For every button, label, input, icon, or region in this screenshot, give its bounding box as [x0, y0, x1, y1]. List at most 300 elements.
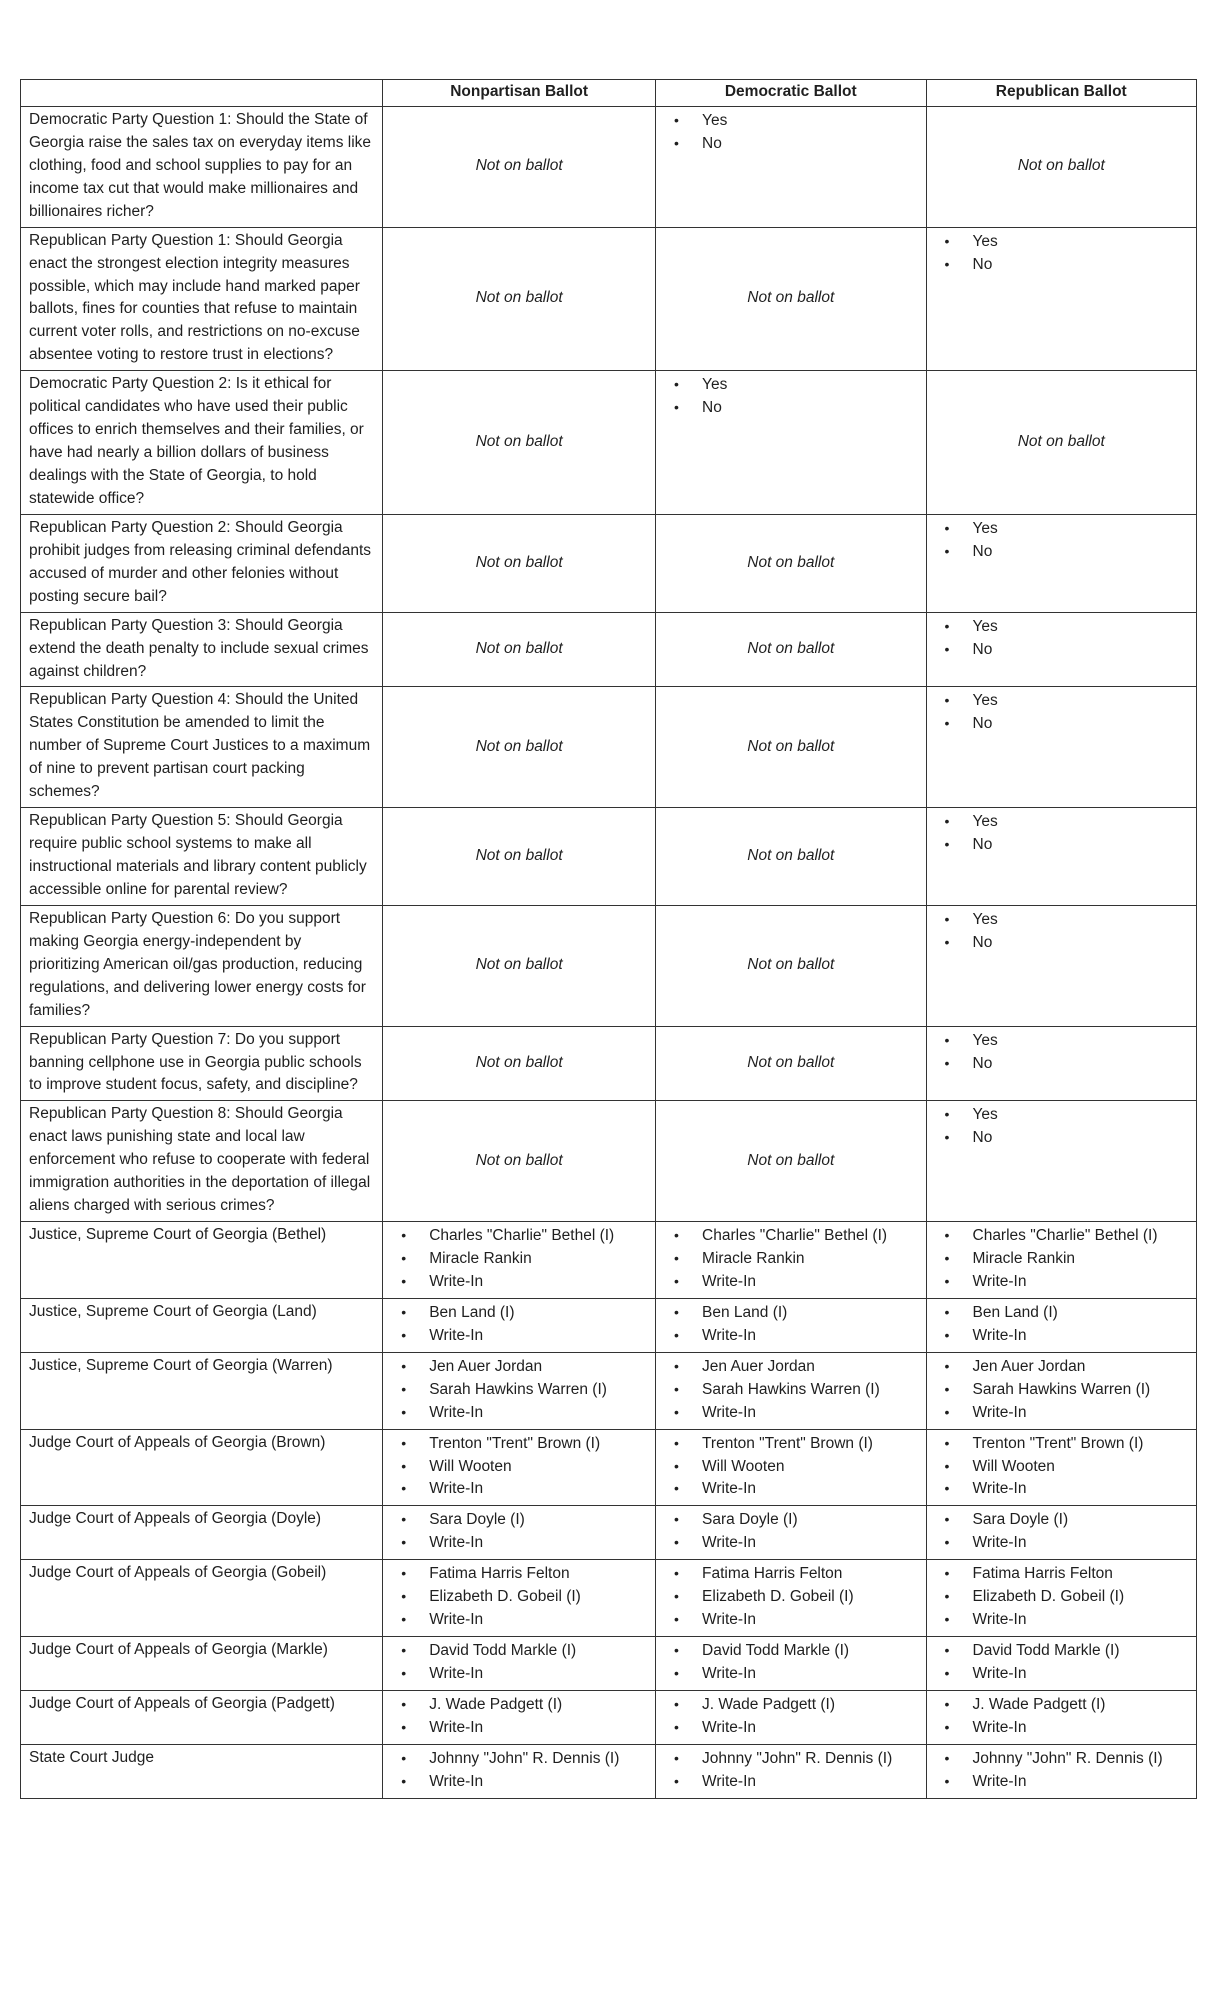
bullet-icon: • [401, 1380, 407, 1397]
option-item [389, 1456, 651, 1479]
not-on-ballot-cell-democratic: Not on ballot [656, 514, 926, 612]
option-item [662, 110, 921, 133]
option-item [933, 1748, 1193, 1771]
column-header-democratic: Democratic Ballot [656, 80, 926, 107]
table-row [21, 808, 1197, 906]
bullet-icon: • [944, 1434, 950, 1451]
option-label: Write-In [702, 1272, 757, 1290]
not-on-ballot-cell-democratic: Not on ballot [656, 227, 926, 371]
option-item [933, 1640, 1193, 1663]
option-label: Write-In [429, 1611, 484, 1629]
bullet-icon: • [944, 640, 950, 657]
options-cell-republican [926, 1298, 1197, 1352]
options-cell-nonpartisan [383, 1560, 656, 1637]
bullet-icon: • [401, 1403, 407, 1420]
bullet-icon: • [944, 1749, 950, 1766]
bullet-icon: • [674, 1718, 679, 1735]
option-label: Yes [972, 813, 998, 831]
options-cell-nonpartisan [383, 1506, 656, 1560]
race-label: Republican Party Question 3: Should Georgia extend the death penalty to include sexual crimes against children? [21, 612, 383, 687]
race-label: Republican Party Question 2: Should Georgia prohibit judges from releasing criminal defendants accused of murder and other felonies without posting secure bail? [21, 514, 383, 612]
bullet-icon: • [401, 1611, 407, 1628]
option-label: Yes [972, 232, 998, 250]
race-label: Republican Party Question 8: Should Georgia enact laws punishing state and local law enforcement who refuse to cooperate with federal immigration authorities in the deportation of illegal aliens charged with serious crimes? [21, 1101, 383, 1222]
table-body [21, 106, 1197, 1798]
option-item [389, 1433, 651, 1456]
option-item [933, 1694, 1193, 1717]
options-cell-republican [926, 227, 1197, 371]
option-item [389, 1586, 651, 1609]
option-label: Ben Land (I) [972, 1303, 1058, 1321]
bullet-icon: • [944, 813, 950, 830]
option-label: Write-In [702, 1403, 757, 1421]
option-label: Sara Doyle (I) [429, 1511, 525, 1529]
option-label: Sarah Hawkins Warren (I) [972, 1380, 1151, 1398]
bullet-icon: • [944, 1772, 950, 1789]
options-cell-republican [926, 1101, 1197, 1222]
option-item [933, 1509, 1193, 1532]
option-label: Write-In [429, 1665, 484, 1682]
option-label: Elizabeth D. Gobeil (I) [972, 1588, 1125, 1606]
options-cell-nonpartisan [383, 1637, 656, 1691]
option-item [662, 1356, 921, 1379]
not-on-ballot-cell-nonpartisan: Not on ballot [383, 1101, 656, 1222]
option-label: No [702, 399, 722, 417]
bullet-icon: • [944, 1588, 950, 1605]
bullet-icon: • [401, 1588, 407, 1605]
option-label: Will Wooten [702, 1457, 785, 1475]
bullet-icon: • [944, 1250, 950, 1266]
option-label: Yes [972, 910, 998, 928]
option-label: Yes [972, 1031, 998, 1049]
not-on-ballot-cell-democratic: Not on ballot [656, 1101, 926, 1222]
not-on-ballot-cell-nonpartisan: Not on ballot [383, 612, 656, 687]
bullet-icon: • [944, 1480, 950, 1497]
bullet-icon: • [401, 1303, 407, 1320]
option-item [933, 1456, 1193, 1479]
option-item [662, 1532, 921, 1555]
option-item [933, 932, 1193, 955]
option-label: No [972, 255, 993, 273]
option-label: Write-In [429, 1480, 484, 1498]
table-row [21, 612, 1197, 687]
options-cell-nonpartisan [383, 1429, 656, 1506]
bullet-icon: • [401, 1749, 407, 1766]
race-label: State Court Judge [21, 1744, 383, 1798]
bullet-icon: • [944, 1303, 950, 1320]
bullet-icon: • [944, 1718, 950, 1735]
option-label: Write-In [972, 1611, 1027, 1629]
option-item [662, 1586, 921, 1609]
options-cell-republican [926, 687, 1197, 808]
race-label: Judge Court of Appeals of Georgia (Padgett) [21, 1690, 383, 1744]
table-row [21, 1298, 1197, 1352]
bullet-icon: • [944, 1534, 950, 1551]
option-item [933, 254, 1193, 277]
option-item [933, 1325, 1193, 1348]
table-row [21, 1506, 1197, 1560]
option-label: No [972, 1054, 993, 1072]
bullet-icon: • [401, 1534, 407, 1551]
option-label: J. Wade Padgett (I) [972, 1695, 1106, 1713]
option-item [662, 1640, 921, 1663]
option-label: Johnny "John" R. Dennis (I) [702, 1749, 893, 1767]
option-item [389, 1302, 651, 1325]
bullet-icon: • [944, 1106, 950, 1123]
option-item [933, 834, 1193, 857]
table-row [21, 227, 1197, 371]
not-on-ballot-cell-democratic: Not on ballot [656, 612, 926, 687]
option-label: Write-In [972, 1272, 1027, 1290]
bullet-icon: • [674, 1326, 679, 1343]
bullet-icon: • [944, 1565, 950, 1582]
option-label: Write-In [702, 1326, 757, 1344]
bullet-icon: • [944, 255, 950, 272]
option-item [933, 1478, 1193, 1501]
option-label: Fatima Harris Felton [702, 1565, 843, 1583]
not-on-ballot-cell-nonpartisan: Not on ballot [383, 371, 656, 515]
column-header-nonpartisan: Nonpartisan Ballot [383, 80, 656, 107]
bullet-icon: • [401, 1665, 407, 1681]
option-item [933, 1663, 1193, 1686]
race-column-header [21, 80, 383, 107]
race-label: Republican Party Question 7: Do you support banning cellphone use in Georgia public schools to improve student focus, safety, and discipline? [21, 1026, 383, 1101]
option-label: Will Wooten [972, 1457, 1055, 1475]
option-item [389, 1379, 651, 1402]
race-label: Republican Party Question 5: Should Georgia require public school systems to make all instructional materials and library content publicly accessible online for parental review? [21, 808, 383, 906]
bullet-icon: • [674, 1357, 679, 1374]
option-label: No [972, 640, 993, 658]
options-cell-democratic [656, 1744, 926, 1798]
options-cell-nonpartisan [383, 1298, 656, 1352]
option-label: Johnny "John" R. Dennis (I) [972, 1749, 1163, 1767]
bullet-icon: • [944, 1611, 950, 1628]
bullet-icon: • [944, 1511, 950, 1528]
option-item [933, 541, 1193, 564]
bullet-icon: • [944, 232, 950, 249]
options-cell-republican [926, 1637, 1197, 1691]
option-label: Write-In [702, 1534, 757, 1552]
bullet-icon: • [401, 1457, 407, 1474]
options-cell-democratic [656, 1560, 926, 1637]
option-item [933, 1563, 1193, 1586]
option-label: Write-In [702, 1480, 757, 1498]
option-label: Will Wooten [429, 1457, 512, 1475]
option-label: Trenton "Trent" Brown (I) [972, 1434, 1144, 1452]
options-cell-republican [926, 1352, 1197, 1429]
option-item [662, 1325, 921, 1348]
bullet-icon: • [401, 1511, 407, 1528]
option-label: No [702, 134, 722, 152]
not-on-ballot-cell-democratic: Not on ballot [656, 905, 926, 1026]
option-item [933, 1271, 1193, 1294]
options-cell-democratic [656, 1637, 926, 1691]
bullet-icon: • [674, 376, 679, 393]
option-item [662, 1694, 921, 1717]
not-on-ballot-cell-nonpartisan: Not on ballot [383, 106, 656, 227]
table-row [21, 106, 1197, 227]
option-label: Write-In [429, 1718, 484, 1736]
table-row [21, 1026, 1197, 1101]
option-label: Ben Land (I) [429, 1303, 515, 1321]
options-cell-republican [926, 1506, 1197, 1560]
option-label: Miracle Rankin [702, 1250, 805, 1267]
options-cell-republican [926, 1026, 1197, 1101]
bullet-icon: • [401, 1642, 407, 1659]
option-label: Sara Doyle (I) [972, 1511, 1069, 1529]
option-item [662, 1748, 921, 1771]
options-cell-democratic [656, 1298, 926, 1352]
option-item [933, 639, 1193, 662]
bullet-icon: • [944, 1695, 950, 1712]
option-label: Trenton "Trent" Brown (I) [429, 1434, 601, 1452]
bullet-icon: • [674, 134, 679, 151]
option-item [933, 1030, 1193, 1053]
bullet-icon: • [674, 1642, 679, 1659]
option-item [389, 1640, 651, 1663]
race-label: Judge Court of Appeals of Georgia (Markle) [21, 1637, 383, 1691]
option-item [389, 1694, 651, 1717]
bullet-icon: • [674, 1565, 679, 1582]
option-label: Fatima Harris Felton [429, 1565, 570, 1583]
table-row [21, 1222, 1197, 1299]
table-row [21, 905, 1197, 1026]
option-label: Ben Land (I) [702, 1303, 788, 1321]
race-label: Judge Court of Appeals of Georgia (Gobeil) [21, 1560, 383, 1637]
race-label: Justice, Supreme Court of Georgia (Bethel) [21, 1222, 383, 1299]
option-label: Jen Auer Jordan [429, 1357, 543, 1375]
option-label: Write-In [702, 1772, 757, 1790]
option-item [662, 1402, 921, 1425]
option-item [662, 397, 921, 420]
options-cell-nonpartisan [383, 1744, 656, 1798]
options-cell-republican [926, 514, 1197, 612]
option-label: No [972, 836, 993, 854]
option-item [662, 1609, 921, 1632]
option-label: No [972, 933, 993, 951]
option-item [389, 1248, 651, 1271]
bullet-icon: • [401, 1772, 407, 1789]
bullet-icon: • [401, 1357, 407, 1374]
bullet-icon: • [944, 617, 950, 634]
option-item [933, 231, 1193, 254]
bullet-icon: • [674, 1272, 679, 1289]
option-label: Sarah Hawkins Warren (I) [429, 1380, 607, 1398]
option-label: Write-In [702, 1611, 757, 1629]
not-on-ballot-cell-nonpartisan: Not on ballot [383, 1026, 656, 1101]
option-label: Write-In [972, 1772, 1027, 1790]
option-label: Charles "Charlie" Bethel (I) [972, 1227, 1158, 1245]
table-row [21, 1352, 1197, 1429]
option-label: Jen Auer Jordan [702, 1357, 815, 1375]
table-row [21, 514, 1197, 612]
race-label: Republican Party Question 6: Do you support making Georgia energy-independent by prioritizing American oil/gas production, reducing regulations, and delivering lower energy costs for families? [21, 905, 383, 1026]
option-label: Yes [702, 111, 728, 129]
option-label: No [972, 542, 993, 560]
option-label: Yes [972, 519, 998, 537]
option-item [389, 1563, 651, 1586]
option-item [933, 1402, 1193, 1425]
option-item [933, 1127, 1193, 1150]
options-cell-republican [926, 1429, 1197, 1506]
table-row [21, 1101, 1197, 1222]
not-on-ballot-cell-nonpartisan: Not on ballot [383, 514, 656, 612]
options-cell-democratic [656, 106, 926, 227]
option-label: J. Wade Padgett (I) [702, 1695, 835, 1713]
bullet-icon: • [674, 1511, 679, 1528]
bullet-icon: • [944, 1326, 950, 1343]
header-row [21, 80, 1197, 107]
option-item [389, 1509, 651, 1532]
not-on-ballot-cell-nonpartisan: Not on ballot [383, 905, 656, 1026]
options-cell-republican [926, 1690, 1197, 1744]
options-cell-nonpartisan [383, 1690, 656, 1744]
bullet-icon: • [674, 1665, 679, 1681]
option-label: Write-In [972, 1665, 1027, 1682]
race-label: Judge Court of Appeals of Georgia (Doyle) [21, 1506, 383, 1560]
options-cell-nonpartisan [383, 1352, 656, 1429]
bullet-icon: • [674, 1434, 679, 1451]
option-item [933, 518, 1193, 541]
option-label: Yes [972, 692, 998, 710]
race-label: Justice, Supreme Court of Georgia (Land) [21, 1298, 383, 1352]
option-label: Write-In [429, 1326, 484, 1344]
bullet-icon: • [674, 1227, 679, 1244]
option-item [389, 1663, 651, 1686]
not-on-ballot-cell-democratic: Not on ballot [656, 808, 926, 906]
options-cell-democratic [656, 1506, 926, 1560]
options-cell-republican [926, 808, 1197, 906]
option-item [389, 1356, 651, 1379]
option-item [933, 1248, 1193, 1271]
option-item [662, 1248, 921, 1271]
option-item [933, 1717, 1193, 1740]
option-label: Charles "Charlie" Bethel (I) [702, 1227, 888, 1245]
option-label: Write-In [429, 1534, 484, 1552]
bullet-icon: • [401, 1718, 407, 1735]
race-label: Judge Court of Appeals of Georgia (Brown) [21, 1429, 383, 1506]
option-item [389, 1717, 651, 1740]
option-item [662, 1478, 921, 1501]
option-item [933, 1433, 1193, 1456]
bullet-icon: • [944, 1227, 950, 1244]
bullet-icon: • [674, 1380, 679, 1397]
bullet-icon: • [401, 1480, 407, 1497]
option-label: Miracle Rankin [429, 1250, 532, 1267]
option-label: Write-In [702, 1665, 757, 1682]
option-label: David Todd Markle (I) [429, 1642, 577, 1660]
options-cell-democratic [656, 371, 926, 515]
bullet-icon: • [674, 1457, 679, 1474]
option-label: Write-In [429, 1403, 484, 1421]
option-label: No [972, 715, 993, 733]
option-item [933, 713, 1193, 736]
not-on-ballot-cell-republican: Not on ballot [926, 106, 1197, 227]
option-item [933, 1771, 1193, 1794]
bullet-icon: • [944, 1403, 950, 1420]
table-row [21, 1560, 1197, 1637]
option-item [933, 1104, 1193, 1127]
option-item [662, 1379, 921, 1402]
table-row [21, 1429, 1197, 1506]
bullet-icon: • [944, 1380, 950, 1397]
option-label: Sara Doyle (I) [702, 1511, 798, 1529]
option-item [662, 1271, 921, 1294]
bullet-icon: • [674, 399, 679, 416]
table-row [21, 371, 1197, 515]
bullet-icon: • [674, 1772, 679, 1789]
options-cell-republican [926, 1560, 1197, 1637]
column-header-republican: Republican Ballot [926, 80, 1197, 107]
option-item [662, 1563, 921, 1586]
options-cell-republican [926, 905, 1197, 1026]
option-label: Sarah Hawkins Warren (I) [702, 1380, 880, 1398]
option-label: Write-In [429, 1272, 484, 1290]
option-item [389, 1532, 651, 1555]
bullet-icon: • [944, 1642, 950, 1659]
bullet-icon: • [674, 1611, 679, 1628]
bullet-icon: • [674, 1480, 679, 1497]
not-on-ballot-cell-republican: Not on ballot [926, 371, 1197, 515]
option-label: Jen Auer Jordan [972, 1357, 1086, 1375]
option-label: Miracle Rankin [972, 1250, 1076, 1267]
option-label: Yes [972, 617, 998, 635]
not-on-ballot-cell-democratic: Not on ballot [656, 687, 926, 808]
option-item [662, 1456, 921, 1479]
option-label: Elizabeth D. Gobeil (I) [429, 1588, 581, 1606]
option-item [662, 1509, 921, 1532]
option-label: Johnny "John" R. Dennis (I) [429, 1749, 620, 1767]
bullet-icon: • [674, 1403, 679, 1420]
race-label: Republican Party Question 1: Should Georgia enact the strongest election integrity measures possible, which may include hand marked paper ballots, fines for counties that refuse to maintain current voter rolls, and restrictions on no-excuse absentee voting to restore trust in elections? [21, 227, 383, 371]
option-item [933, 1053, 1193, 1076]
option-item [662, 1302, 921, 1325]
option-label: Yes [972, 1106, 998, 1124]
option-item [933, 690, 1193, 713]
race-label: Justice, Supreme Court of Georgia (Warren) [21, 1352, 383, 1429]
options-cell-democratic [656, 1429, 926, 1506]
bullet-icon: • [944, 715, 950, 732]
option-item [933, 1586, 1193, 1609]
option-item [389, 1325, 651, 1348]
option-item [389, 1271, 651, 1294]
option-item [933, 811, 1193, 834]
bullet-icon: • [401, 1565, 407, 1582]
option-item [662, 1771, 921, 1794]
option-label: Write-In [702, 1718, 757, 1736]
option-item [662, 374, 921, 397]
race-label: Democratic Party Question 1: Should the State of Georgia raise the sales tax on everyday items like clothing, food and school supplies to pay for an income tax cut that would make millionaires and billionaires richer? [21, 106, 383, 227]
bullet-icon: • [674, 1303, 679, 1320]
bullet-icon: • [944, 1031, 950, 1048]
options-cell-democratic [656, 1690, 926, 1744]
option-label: Elizabeth D. Gobeil (I) [702, 1588, 854, 1606]
table-row [21, 687, 1197, 808]
bullet-icon: • [401, 1434, 407, 1451]
option-item [389, 1225, 651, 1248]
not-on-ballot-cell-nonpartisan: Not on ballot [383, 687, 656, 808]
option-item [933, 1379, 1193, 1402]
bullet-icon: • [944, 1272, 950, 1289]
option-item [933, 616, 1193, 639]
bullet-icon: • [401, 1227, 407, 1244]
option-item [662, 1433, 921, 1456]
table-row [21, 1744, 1197, 1798]
bullet-icon: • [944, 692, 950, 709]
bullet-icon: • [674, 1749, 679, 1766]
bullet-icon: • [674, 1588, 679, 1605]
option-label: David Todd Markle (I) [972, 1642, 1120, 1660]
